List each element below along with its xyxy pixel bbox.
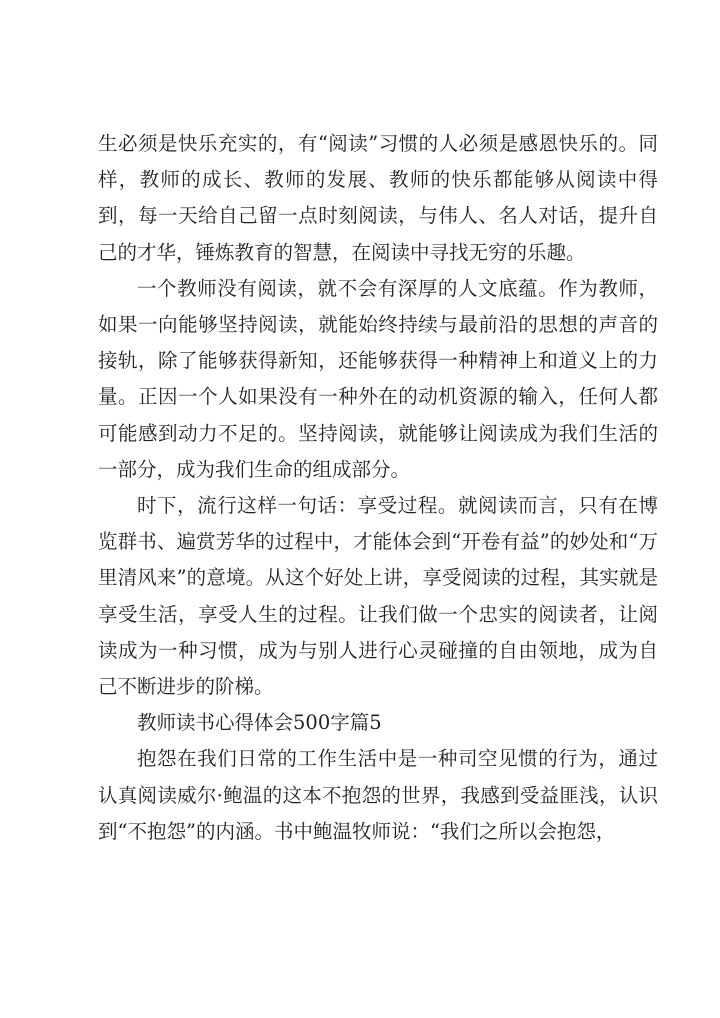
paragraph-teacher-reading: 一个教师没有阅读，就不会有深厚的人文底蕴。作为教师，如果一向能够坚持阅读，就能始终持续与最前沿的思想的声音的接轨，除了能够获得新知，还能够获得一种精神上和道义上的力量。正因一个人如果没有一种外在的动机资源的输入，任何人都可能感到动力不足的。坚持阅读，就能够让阅读成为我们生活的一部分，成为我们生命的组成部分。 xyxy=(98,276,658,481)
paragraph-enjoy-process: 时下，流行这样一句话：享受过程。就阅读而言，只有在博览群书、遍赏芳华的过程中，才能体会到“开卷有益”的妙处和“万里清风来”的意境。从这个好处上讲，享受阅读的过程，其实就是享受生活，享受人生的过程。让我们做一个忠实的阅读者，让阅读成为一种习惯，成为与别人进行心灵碰撞的自由领地，成为自己不断进步的阶梯。 xyxy=(98,494,658,699)
paragraph-complaint: 抱怨在我们日常的工作生活中是一种司空见惯的行为，通过认真阅读威尔·鲍温的这本不抱怨的世界，我感到受益匪浅，认识到“不抱怨”的内涵。书中鲍温牧师说：“我们之所以会抱怨， xyxy=(98,747,658,843)
section-heading: 教师读书心得体会500字篇5 xyxy=(137,711,382,735)
paragraph-continuation: 生必须是快乐充实的，有“阅读”习惯的人必须是感恩快乐的。同样，教师的成长、教师的发展、教师的快乐都能够从阅读中得到，每一天给自己留一点时刻阅读，与伟人、名人对话，提升自己的才华，锤炼教育的智慧，在阅读中寻找无穷的乐趣。 xyxy=(98,132,658,264)
document-body xyxy=(98,126,658,850)
